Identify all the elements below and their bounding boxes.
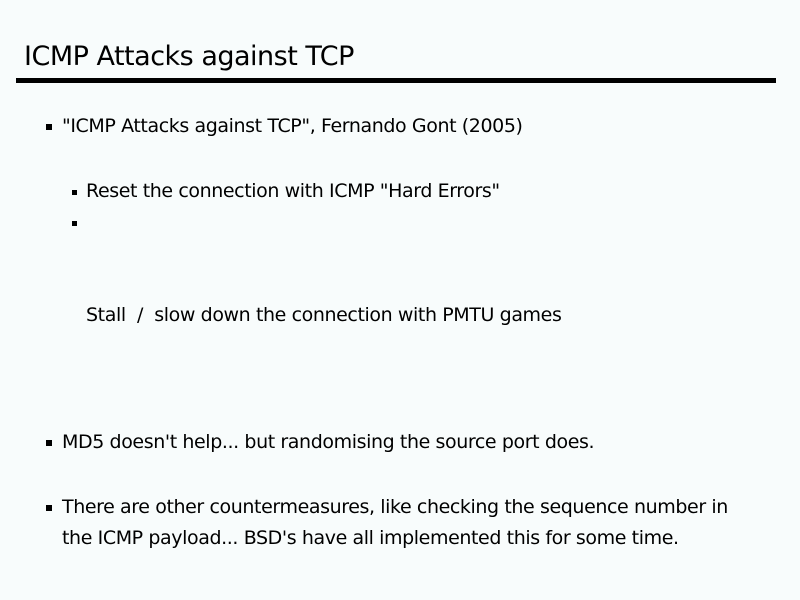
bullet-text: MD5 doesn't help... but randomising the source port does. xyxy=(62,431,595,453)
sub-bullet-item xyxy=(86,207,776,393)
slide-title: ICMP Attacks against TCP xyxy=(24,41,354,72)
bullet-text: Reset the connection with ICMP "Hard Errors" xyxy=(86,180,500,202)
slide-body xyxy=(0,111,800,554)
bullet-item xyxy=(62,492,752,554)
bullet-text: Stall / slow down the connection with PMTU games xyxy=(86,304,562,326)
bullet-icon xyxy=(72,221,77,226)
bullet-icon xyxy=(46,440,52,446)
bullet-icon xyxy=(72,190,77,195)
bullet-icon xyxy=(46,124,52,130)
bullet-icon xyxy=(46,505,52,511)
bullet-item xyxy=(62,427,752,458)
bullet-text: "ICMP Attacks against TCP", Fernando Gont (2005) xyxy=(62,115,523,137)
bullet-text: There are other countermeasures, like checking the sequence number in the ICMP payload... BSD's have all implemented this for some time. xyxy=(62,496,728,549)
sub-bullet-item xyxy=(86,176,776,207)
title-divider xyxy=(16,78,776,83)
bullet-item xyxy=(62,111,752,142)
